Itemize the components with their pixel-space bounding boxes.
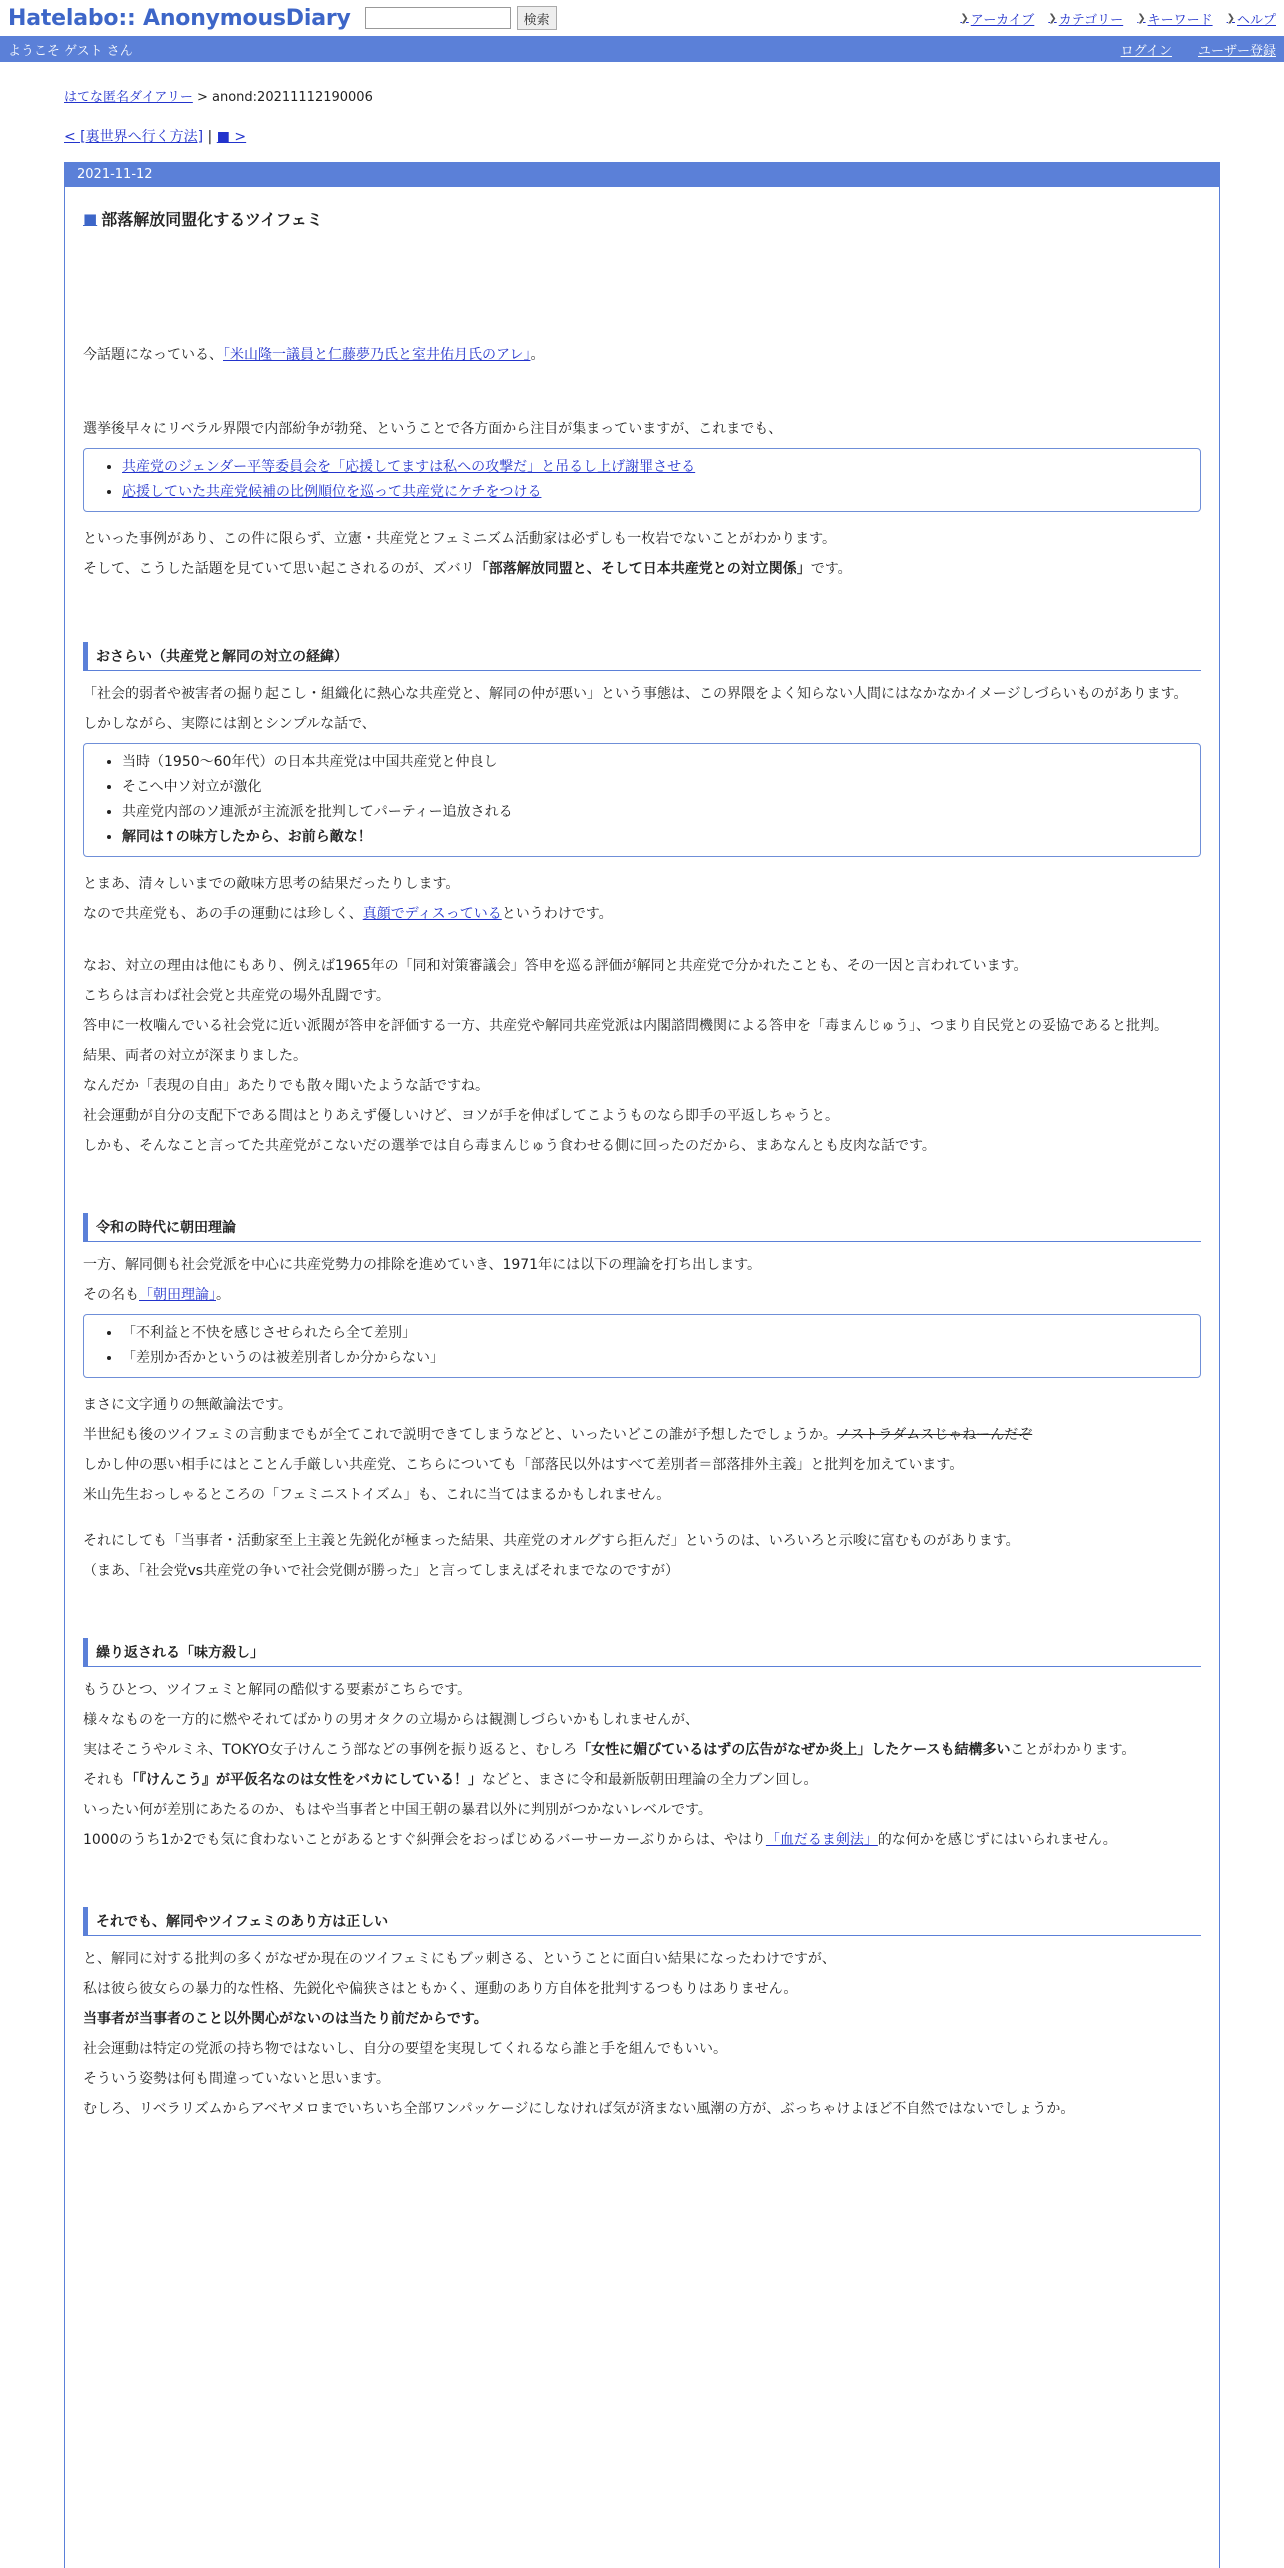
paragraph: 1000のうち1か2でも気に食わないことがあるとすぐ糾弾会をおっぱじめるバーサーカーぶりからは、やはり「血だるま剣法」的な何かを感じずにはいられません。 — [83, 1832, 1117, 1848]
paragraph: 米山先生おっしゃるところの「フェミニストイズム」も、これに当てはまるかもしれません。 — [83, 1487, 671, 1503]
paragraph: 選挙後早々にリベラル界隈で内部紛争が勃発、ということで各方面から注目が集まっていますが、これまでも、 — [83, 421, 783, 437]
nav-category[interactable] — [1048, 9, 1123, 28]
breadcrumb-separator: > — [192, 90, 213, 105]
paragraph: 実はそこうやルミネ、TOKYO女子けんこう部などの事例を振り返ると、むしろ「女性に媚びているはずの広告がなぜか炎上」したケースも結構多いことがわかります。 — [83, 1742, 1136, 1758]
paragraph: しかし仲の悪い相手にはとことん手厳しい共産党、こちらについても「部落民以外はすべて差別者＝部落排外主義」と批判を加えています。 — [83, 1457, 964, 1473]
paragraph: 社会運動は特定の党派の持ち物ではないし、自分の要望を実現してくれるなら誰と手を組んでもいい。 — [83, 2041, 727, 2057]
pager — [64, 126, 246, 146]
nav-keyword-label: キーワード — [1147, 12, 1213, 28]
paragraph: そういう姿勢は何も間違っていないと思います。 — [83, 2071, 390, 2087]
breadcrumb — [64, 86, 373, 105]
paragraph: なお、対立の理由は他にもあり、例えば1965年の「同和対策審議会」答申を巡る評価が解同と共産党で分かれたことも、その一因と言われています。 — [83, 958, 1028, 974]
paragraph: といった事例があり、この件に限らず、立憲・共産党とフェミニズム活動家は必ずしも一枚岩でないことがわかります。 — [83, 531, 837, 547]
paragraph: と、解同に対する批判の多くがなぜか現在のツイフェミにもブッ刺さる、ということに面白い結果になったわけですが、 — [83, 1951, 836, 1967]
bullet-box — [83, 1314, 1201, 1378]
paragraph: 今話題になっている、「米山隆一議員と仁藤夢乃氏と室井佑月氏のアレ」。 — [83, 347, 545, 363]
paragraph: しかも、そんなこと言ってた共産党がこないだの選挙では自ら毒まんじゅう食わせる側に回ったのだから、まあなんとも皮肉な話です。 — [83, 1138, 936, 1154]
inline-link[interactable]: 「米山隆一議員と仁藤夢乃氏と室井佑月氏のアレ」 — [223, 347, 531, 363]
auth-links — [1121, 40, 1276, 59]
list-item — [122, 455, 1186, 480]
next-entry-link[interactable]: ■ > — [216, 129, 247, 145]
nav-category-label: カテゴリー — [1058, 12, 1124, 28]
paragraph: もうひとつ、ツイフェミと解同の酷似する要素がこちらです。 — [83, 1682, 472, 1698]
section-heading: 繰り返される「味方殺し」 — [83, 1638, 1201, 1667]
chevron-right-icon: ❯ — [1137, 12, 1146, 24]
paragraph: まさに文字通りの無敵論法です。 — [83, 1397, 292, 1413]
site-logo[interactable]: Hatelabo:: AnonymousDiary — [8, 5, 351, 31]
paragraph: いったい何が差別にあたるのか、もはや当事者と中国王朝の暴君以外に判別がつかないレベルです。 — [83, 1802, 712, 1818]
register-link[interactable]: ユーザー登録 — [1197, 43, 1276, 59]
search-button[interactable]: 検索 — [517, 6, 557, 30]
chevron-right-icon: ❯ — [1226, 12, 1235, 24]
section-heading: おさらい（共産党と解同の対立の経緯） — [83, 642, 1201, 671]
paragraph: 答申に一枚噛んでいる社会党に近い派閥が答申を評価する一方、共産党や解同共産党派は内閣諮問機関による答申を「毒まんじゅう」、つまり自民党との妥協であると批判。 — [83, 1018, 1168, 1034]
welcome-bar — [0, 36, 1284, 62]
top-nav — [960, 9, 1276, 28]
pager-separator: | — [203, 129, 217, 145]
list-item: • 当時（1950～60年代）の日本共産党は中国共産党と仲良し — [122, 750, 1186, 775]
permalink-mark[interactable]: ■ — [83, 209, 98, 228]
nav-help-label: ヘルプ — [1236, 12, 1276, 28]
entry-title — [83, 207, 1201, 230]
paragraph: 結果、両者の対立が深まりました。 — [83, 1048, 307, 1064]
list-item: • 解同は↑の味方したから、お前ら敵な！ — [122, 825, 1186, 850]
nav-archive[interactable] — [960, 9, 1034, 28]
paragraph: 様々なものを一方的に燃やそれてばかりの男オタクの立場からは観測しづらいかもしれませんが、 — [83, 1712, 699, 1728]
login-link[interactable]: ログイン — [1120, 43, 1172, 59]
search-input[interactable] — [365, 7, 511, 29]
entry-body — [65, 207, 1219, 2120]
paragraph: それも「『けんこう』が平仮名なのは女性をバカにしている！」などと、まさに令和最新版朝田理論の全力ブン回し。 — [83, 1772, 818, 1788]
breadcrumb-current: anond:20211112190006 — [212, 90, 373, 105]
paragraph: 社会運動が自分の支配下である間はとりあえず優しいけど、ヨソが手を伸ばしてこようものなら即手の平返しちゃうと。 — [83, 1108, 839, 1124]
section-heading: それでも、解同やツイフェミのあり方は正しい — [83, 1907, 1201, 1936]
prev-entry-link[interactable]: < [裏世界へ行く方法] — [64, 129, 204, 145]
breadcrumb-home[interactable]: はてな匿名ダイアリー — [64, 90, 193, 105]
paragraph: それにしても「当事者・活動家至上主義と先鋭化が極まった結果、共産党のオルグすら拒んだ」というのは、いろいろと示唆に富むものがあります。 — [83, 1533, 1020, 1549]
list-item — [122, 480, 1186, 505]
paragraph: こちらは言わば社会党と共産党の場外乱闘です。 — [83, 988, 390, 1004]
paragraph: なので共産党も、あの手の運動には珍しく、真顔でディスっているというわけです。 — [83, 906, 613, 922]
chevron-right-icon: ❯ — [960, 12, 969, 24]
paragraph: 私は彼ら彼女らの暴力的な性格、先鋭化や偏狭さはともかく、運動のあり方自体を批判するつもりはありません。 — [83, 1981, 798, 1997]
bullet-box — [83, 448, 1201, 512]
list-link[interactable]: 応援していた共産党候補の比例順位を巡って共産党にケチをつける — [122, 484, 542, 500]
paragraph: そして、こうした話題を見ていて思い起こされるのが、ズバリ「部落解放同盟と、そして日本共産党との対立関係」です。 — [83, 561, 852, 577]
list-item: • 「不利益と不快を感じさせられたら全て差別」 — [122, 1321, 1186, 1346]
inline-link[interactable]: 「朝田理論」 — [139, 1287, 216, 1303]
list-item: • 「差別か否かというのは被差別者しか分からない」 — [122, 1346, 1186, 1371]
day-date: 2021-11-12 — [65, 163, 1219, 187]
nav-help[interactable] — [1227, 9, 1276, 28]
paragraph: 当事者が当事者のこと以外関心がないのは当たり前だからです。 — [83, 2011, 488, 2027]
top-bar — [0, 0, 1284, 36]
chevron-right-icon: ❯ — [1048, 12, 1057, 24]
paragraph: なんだか「表現の自由」あたりでも散々聞いたような話ですね。 — [83, 1078, 489, 1094]
paragraph: とまあ、清々しいまでの敵味方思考の結果だったりします。 — [83, 876, 460, 892]
paragraph: しかしながら、実際には割とシンプルな話で、 — [83, 716, 376, 732]
paragraph: 「社会的弱者や被害者の掘り起こし・組織化に熱心な共産党と、解同の仲が悪い」という事態は、この界隈をよく知らない人間にはなかなかイメージしづらいものがあります。 — [83, 686, 1188, 702]
nav-archive-label: アーカイブ — [970, 12, 1035, 28]
paragraph: 一方、解同側も社会党派を中心に共産党勢力の排除を進めていき、1971年には以下の理論を打ち出します。 — [83, 1257, 761, 1273]
paragraph: その名も「朝田理論」。 — [83, 1287, 230, 1303]
paragraph: むしろ、リベラリズムからアベヤメロまでいちいち全部ワンパッケージにしなければ気が済まない風潮の方が、ぶっちゃけよほど不自然ではないでしょうか。 — [83, 2101, 1075, 2117]
section-heading: 令和の時代に朝田理論 — [83, 1213, 1201, 1242]
entry-title-text: 部落解放同盟化するツイフェミ — [101, 210, 323, 229]
nav-keyword[interactable] — [1137, 9, 1212, 28]
welcome-text: ようこそ ゲスト さん — [8, 43, 133, 59]
bullet-box — [83, 743, 1201, 857]
list-item: • そこへ中ソ対立が激化 — [122, 775, 1186, 800]
inline-link[interactable]: 「血だるま剣法」 — [765, 1832, 878, 1848]
list-item: • 共産党内部のソ連派が主流派を批判してパーティー追放される — [122, 800, 1186, 825]
inline-link[interactable]: 真顔でディスっている — [362, 906, 502, 922]
list-link[interactable]: 共産党のジェンダー平等委員会を「応援してますは私への攻撃だ」と吊るし上げ謝罪させる — [122, 459, 696, 475]
diary-day — [64, 162, 1220, 2568]
paragraph: 半世紀も後のツイフェミの言動までもが全てこれで説明できてしまうなどと、いったいどこの誰が予想したでしょうか。ノストラダムスじゃねーんだぞ — [83, 1427, 1033, 1443]
paragraph: （まあ、「社会党vs共産党の争いで社会党側が勝った」と言ってしまえばそれまでなのですが） — [83, 1563, 680, 1579]
